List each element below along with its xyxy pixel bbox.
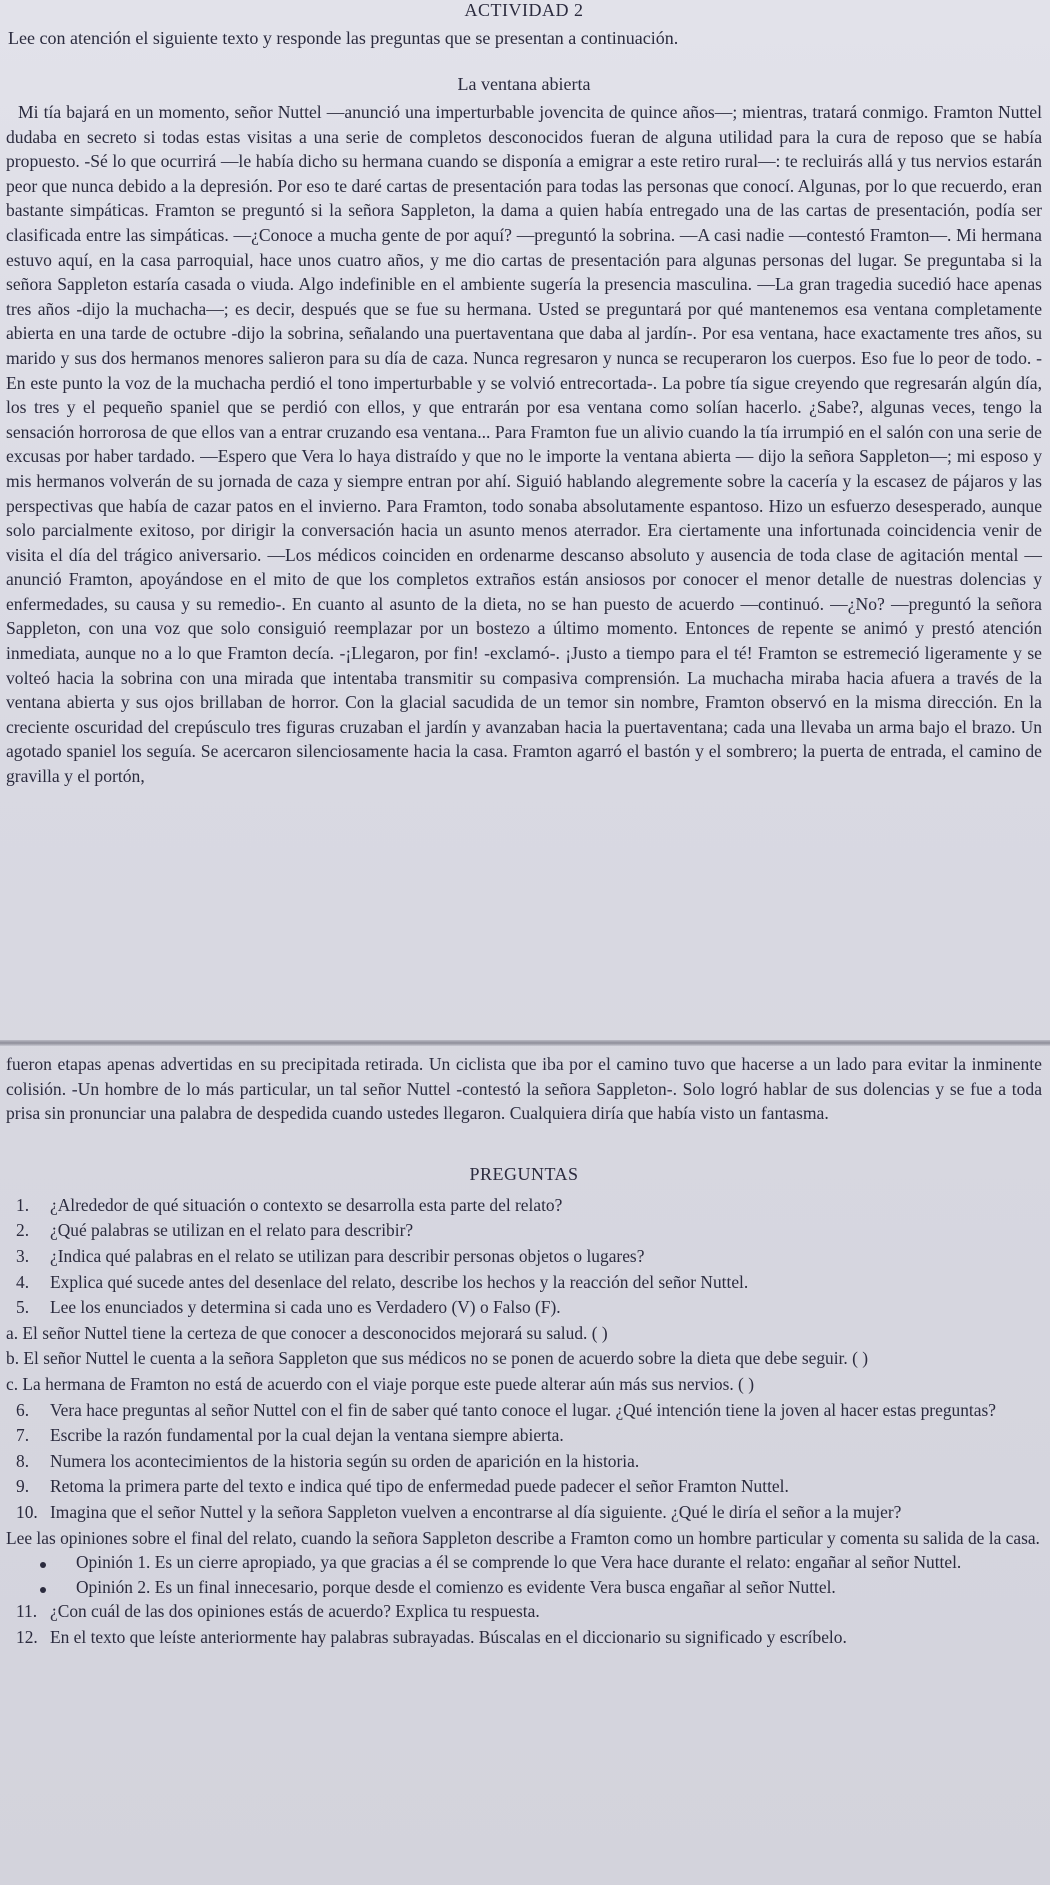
sheet-bottom (0, 1046, 1050, 1885)
question-item (6, 1218, 1042, 1243)
bullet-icon (6, 1550, 76, 1575)
question-text: Explica qué sucede antes del desenlace del relato, describe los hechos y la reacción del señor Nuttel. (50, 1271, 749, 1292)
question-number: 4. (16, 1271, 30, 1292)
question-number: 8. (16, 1450, 30, 1471)
question-text: ¿Alrededor de qué situación o contexto se desarrolla esta parte del relato? (50, 1194, 563, 1215)
question-item (6, 1474, 1042, 1499)
question-list-c (6, 1599, 1042, 1649)
question-item (6, 1449, 1042, 1474)
story-body-part1: Mi tía bajará en un momento, señor Nuttel —anunció una imperturbable jovencita de quince años—; mientras, tratará conmigo. Framton Nuttel dudaba en secreto si todas estas visitas a una serie de completos desconocidos fueran de alguna utilidad para la cura de reposo que se había propuesto. -Sé lo que ocurrirá —le había dicho su hermana cuando se disponía a emigrar a este retiro rural—: te recluirás allá y tus nervios estarán peor que nunca debido a la depresión. Por eso te daré cartas de presentación para todas las personas que conocí. Algunas, por lo que recuerdo, eran bastante simpáticas. Framton se preguntó si la señora Sappleton, la dama a quien había entregado una de las cartas de presentación, podía ser clasificada entre las simpáticas. —¿Conoce a mucha gente de por aquí? —preguntó la sobrina. —A casi nadie —contestó Framton—. Mi hermana estuvo aquí, en la casa parroquial, hace unos cuatro años, y me dio cartas de presentación para algunas personas del lugar. Se preguntaba si la señora Sappleton estaría casada o viuda. Algo indefinible en el ambiente sugería la presencia masculina. —La gran tragedia sucedió hace apenas tres años -dijo la muchacha—; es decir, después que se fue su hermana. Usted se preguntará por qué mantenemos esa ventana completamente abierta en una tarde de octubre -dijo la sobrina, señalando una puertaventana que daba al jardín-. Por esa ventana, hace exactamente tres años, su marido y sus dos hermanos menores salieron para su día de caza. Nunca regresaron y nunca se recuperaron los cuerpos. Eso fue lo peor de todo. -En este punto la voz de la muchacha perdió el tono imperturbable y se volvió entrecortada-. La pobre tía sigue creyendo que regresarán algún día, los tres y el pequeño spaniel que se perdió con ellos, y que entrarán por esa ventana como solían hacerlo. ¿Sabe?, algunas veces, tengo la sensación horrorosa de que ellos van a entrar cruzando esa ventana... Para Framton fue un alivio cuando la tía irrumpió en el salón con una serie de excusas por haber tardado. —Espero que Vera lo haya distraído y que no le importe la ventana abierta — dijo la señora Sappleton—; mi esposo y mis hermanos volverán de su jornada de caza y siempre entran por ahí. Siguió hablando alegremente sobre la cacería y la escasez de pájaros y las perspectivas que había de cazar patos en el invierno. Para Framton, todo sonaba absolutamente espantoso. Hizo un esfuerzo desesperado, aunque solo parcialmente exitoso, por dirigir la conversación hacia un asunto menos aterrador. Era ciertamente una infortunada coincidencia venir de visita el día del trágico aniversario. —Los médicos coinciden en ordenarme descanso absoluto y ausencia de toda clase de agitación mental —anunció Framton, apoyándose en el mito de que los completos extraños están ansiosos por conocer el menor detalle de nuestras dolencias y enfermedades, su causa y su remedio-. En cuanto al asunto de la dieta, no se han puesto de acuerdo —continuó. —¿No? —preguntó la señora Sappleton, con una voz que solo consiguió reemplazar por un bostezo a último momento. Entonces de repente se animó y prestó atención inmediata, aunque no a lo que Framton decía. -¡Llegaron, por fin! -exclamó-. ¡Justo a tiempo para el té! Framton se estremeció ligeramente y se volteó hacia la sobrina con una mirada que intentaba transmitir su compasiva comprensión. La muchacha miraba hacia afuera a través de la ventana abierta y sus ojos brillaban de horror. Con la glacial sacudida de un temor sin nombre, Framton observó en la misma dirección. En la creciente oscuridad del crepúsculo tres figuras cruzaban el jardín y avanzaban hacia la puertaventana; cada una llevaba un arma bajo el brazo. Un agotado spaniel los seguía. Se acercaron silenciosamente hacia la casa. Framton agarró el bastón y el sombrero; la puerta de entrada, el camino de gravilla y el portón, (6, 102, 1042, 787)
bullet-icon (6, 1575, 76, 1600)
question-item (6, 1398, 1042, 1423)
opinion-item (6, 1575, 1042, 1600)
question-text: Numera los acontecimientos de la historia según su orden de aparición en la historia. (50, 1450, 640, 1471)
story-title: La ventana abierta (457, 74, 591, 94)
question-text: En el texto que leíste anteriormente hay palabras subrayadas. Búscalas en el diccionario su significado y escríbelo. (50, 1626, 847, 1647)
question-number: 1. (16, 1194, 30, 1215)
question-text: Retoma la primera parte del texto e indica qué tipo de enfermedad puede padecer el señor Framton Nuttel. (50, 1476, 789, 1497)
question-item (6, 1423, 1042, 1448)
question-text: Lee los enunciados y determina si cada uno es Verdadero (V) o Falso (F). (50, 1297, 561, 1318)
question-item (6, 1193, 1042, 1218)
question-text: Vera hace preguntas al señor Nuttel con el fin de saber qué tanto conoce el lugar. ¿Qué intención tiene la joven al hacer estas preguntas? (50, 1399, 996, 1420)
story-body-part2: fueron etapas apenas advertidas en su precipitada retirada. Un ciclista que iba por el camino tuvo que hacerse a un lado para evitar la inminente colisión. -Un hombre de lo más particular, un tal señor Nuttel -contestó la señora Sappleton-. Solo logró hablar de sus dolencias y se fue a toda prisa sin pronunciar una palabra de despedida cuando ustedes llegaron. Cualquiera diría que había visto un fantasma. (6, 1054, 1042, 1124)
question-item (6, 1270, 1042, 1295)
true-false-statement-b: b. El señor Nuttel le cuenta a la señora Sappleton que sus médicos no se ponen de acuerdo sobre la dieta que debe seguir. ( ) (6, 1348, 869, 1369)
opinion-text: Opinión 2. Es un final innecesario, porque desde el comienzo es evidente Vera busca engañar al señor Nuttel. (76, 1576, 836, 1597)
question-number: 6. (16, 1399, 30, 1420)
question-number: 2. (16, 1220, 30, 1241)
true-false-statement-c: c. La hermana de Framton no está de acuerdo con el viaje porque este puede alterar aún más sus nervios. ( ) (6, 1373, 754, 1394)
opinion-text: Opinión 1. Es un cierre apropiado, ya que gracias a él se comprende lo que Vera hace durante el relato: engañar al señor Nuttel. (76, 1552, 962, 1573)
opinions-list (6, 1550, 1042, 1599)
question-number: 5. (16, 1297, 30, 1318)
question-item (6, 1599, 1042, 1624)
question-item (6, 1244, 1042, 1269)
question-text: ¿Indica qué palabras en el relato se utilizan para describir personas objetos o lugares? (50, 1245, 645, 1266)
question-number: 10. (16, 1501, 38, 1522)
question-list-a (6, 1193, 1042, 1320)
activity-title: ACTIVIDAD 2 (464, 0, 584, 20)
questions-title: PREGUNTAS (469, 1163, 579, 1184)
opinion-item (6, 1550, 1042, 1575)
question-number: 3. (16, 1245, 30, 1266)
question-item (6, 1500, 1042, 1525)
question-text: ¿Con cuál de las dos opiniones estás de acuerdo? Explica tu respuesta. (50, 1601, 540, 1622)
question-item (6, 1625, 1042, 1650)
opinions-intro: Lee las opiniones sobre el final del relato, cuando la señora Sappleton describe a Framton como un hombre particular y comenta su salida de la casa. (6, 1527, 1040, 1548)
question-item (6, 1295, 1042, 1320)
instruction-text: Lee con atención el siguiente texto y responde las preguntas que se presentan a continuación. (8, 28, 679, 48)
question-text: ¿Qué palabras se utilizan en el relato para describir? (50, 1220, 414, 1241)
true-false-statement-a: a. El señor Nuttel tiene la certeza de que conocer a desconocidos mejorará su salud. ( ) (6, 1322, 608, 1343)
question-text: Escribe la razón fundamental por la cual dejan la ventana siempre abierta. (50, 1425, 564, 1446)
question-number: 12. (16, 1626, 38, 1647)
question-list-b (6, 1398, 1042, 1525)
question-text: Imagina que el señor Nuttel y la señora Sappleton vuelven a encontrarse al día siguiente. ¿Qué le diría el señor a la mujer? (50, 1501, 902, 1522)
question-number: 7. (16, 1425, 30, 1446)
question-number: 11. (16, 1601, 38, 1622)
question-number: 9. (16, 1476, 30, 1497)
